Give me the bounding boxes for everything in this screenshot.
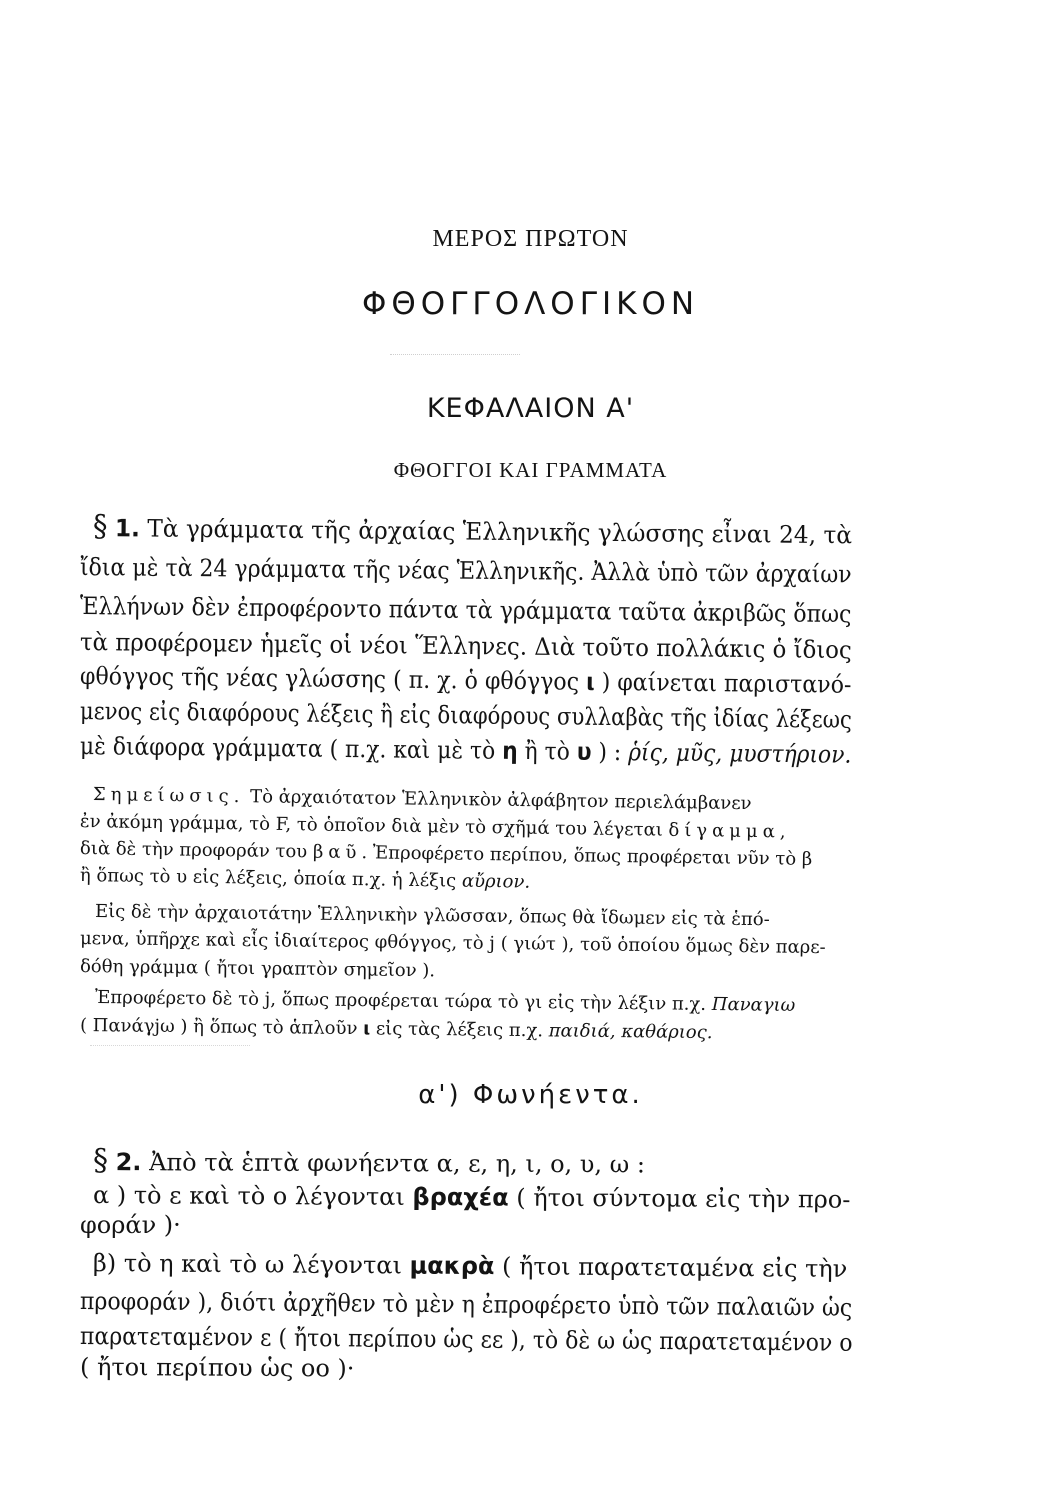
chapter-title: ΚΕΦΑΛΑΙΟΝ Α' [426, 393, 635, 424]
spaced-term: δίγαμμα, [668, 819, 791, 843]
note-line-8 [95, 987, 796, 1017]
italic-examples: ῥίς, μῦς, μυστήριον. [628, 738, 852, 769]
title-divider [390, 354, 520, 355]
note-line-7: δόθη γράμμα ( ἤτοι γραπτὸν σημεῖον ). [79, 956, 436, 982]
text-span: εἰς τὰς λέξεις π.χ. [370, 1018, 549, 1042]
text-span: μὲ διάφορα γράμματα ( π.χ. καὶ μὲ τὸ [79, 732, 503, 765]
text-span: φθόγγος τῆς νέας γλώσσης ( π. χ. ὁ φθόγγος [79, 662, 587, 696]
section-2-line-1 [92, 1143, 646, 1179]
bold-letter: υ [576, 737, 592, 766]
bold-term: μακρὰ [409, 1251, 495, 1281]
spaced-term: βαῦ [312, 841, 362, 864]
text-span: Ἐπροφέρετο δὲ τὸ j, ὅπως προφέρεται τώρα τὸ γι εἰς τὴν λέξιν π.χ. [94, 987, 712, 1015]
text-line: Τὰ γράμματα τῆς ἀρχαίας Ἑλληνικῆς γλώσσης εἶναι 24, τὰ [147, 514, 853, 550]
section-1-line-5 [80, 661, 852, 700]
note-line-6: μενα, ὑπῆρχε καὶ εἷς ἰδιαίτερος φθόγγος, τὸ j ( γιώτ ), τοῦ ὁποίου ὅμως δὲν παρε- [79, 928, 826, 959]
text-span: . Ἐπροφέρετο περίπου, ὅπως προφέρεται νῦν τὸ β [361, 842, 813, 870]
section-1-line-2: ἴδια μὲ τὰ 24 γράμματα τῆς νέας Ἑλληνικῆς. Ἀλλὰ ὑπὸ τῶν ἀρχαίων [79, 553, 852, 589]
note-label: Σημείωσις. [92, 784, 245, 808]
section-2-line-2 [93, 1180, 851, 1215]
section-2-line-7: ( ἤτοι περίπου ὡς οο )· [79, 1353, 355, 1383]
chapter-subtitle: ΦΘΟΓΓΟΙ ΚΑΙ ΓΡΑΜΜΑΤΑ [393, 458, 668, 482]
part-title: ΜΕΡΟΣ ΠΡΩΤΟΝ [432, 226, 629, 252]
italic-word: Παναγιω [711, 993, 796, 1016]
text-span: ) φαίνεται παριστανό- [594, 667, 852, 699]
note-line-4 [80, 865, 530, 894]
section-2-line-6: παρατεταμένον ε ( ἤτοι περίπου ὡς εε ), τὸ δὲ ω ὡς παρατεταμένον ο [79, 1322, 853, 1357]
text-span: Τὸ ἀρχαιότατον Ἑλληνικὸν ἀλφάβητον περιελάμβανεν [244, 786, 752, 815]
text-span: Ἀπὸ τὰ ἑπτὰ φωνήεντα α, ε, η, ι, ο, υ, ω : [149, 1148, 646, 1179]
section-1-line-3: Ἑλλήνων δὲν ἐπροφέροντο πάντα τὰ γράμματα ταῦτα ἀκριβῶς ὅπως [79, 592, 852, 629]
note-line-5: Εἰς δὲ τὴν ἀρχαιοτάτην Ἑλληνικὴν γλῶσσαν, ὅπως θὰ ἴδωμεν εἰς τὰ ἑπό- [94, 901, 770, 931]
text-span: α ) τὸ ε καὶ τὸ ο λέγονται [92, 1181, 413, 1211]
section-2-line-5: προφοράν ), διότι ἀρχῆθεν τὸ μὲν η ἐπροφέρετο ὑπὸ τῶν παλαιῶν ὡς [79, 1287, 853, 1322]
text-span: ἢ ὅπως τὸ υ εἰς λέξεις, ὁποία π.χ. ἡ λέξις [79, 865, 463, 892]
bold-letter: ι [363, 1018, 371, 1040]
section-symbol: § [92, 509, 108, 545]
italic-examples: παιδιά, καθάριος. [548, 1020, 713, 1044]
section-2-line-3: φοράν )· [80, 1211, 181, 1239]
text-span: β) τὸ η καὶ τὸ ω λέγονται [92, 1249, 410, 1280]
section-1-line-6: μενος εἰς διαφόρους λέξεις ἢ εἰς διαφόρους συλλαβὰς τῆς ἰδίας λέξεως [79, 697, 853, 734]
section-1-line-1 [92, 509, 853, 550]
main-title: ΦΘΟΓΓΟΛΟΓΙΚΟΝ [361, 286, 700, 322]
bold-letter: η [502, 736, 518, 765]
text-span: ( Πανάγjω ) ἢ ὅπως τὸ ἁπλοῦν [79, 1015, 364, 1040]
text-span: ) : [591, 737, 629, 767]
section-number: 1. [114, 514, 141, 543]
section-1-line-7 [80, 731, 852, 770]
bold-term: βραχέα [412, 1182, 509, 1212]
text-span: ( ἤτοι σύντομα εἰς τὴν προ- [508, 1183, 851, 1214]
bold-letter: ι [585, 667, 595, 696]
section-number: 2. [115, 1148, 142, 1177]
text-span: ( ἤτοι παρατεταμένα εἰς τὴν [494, 1252, 848, 1283]
text-span: ἢ τὸ [517, 736, 577, 766]
note-line-9 [80, 1015, 713, 1044]
vowels-heading: α') Φωνήεντα. [418, 1080, 643, 1110]
italic-word: αὔριον. [461, 870, 531, 893]
section-1-line-4: τὰ προφέρομεν ἡμεῖς οἱ νέοι Ἕλληνες. Διὰ τοῦτο πολλάκις ὁ ἴδιος [79, 628, 852, 665]
text-span: διὰ δὲ τὴν προφοράν του [79, 838, 314, 863]
section-2-line-4 [93, 1248, 848, 1284]
section-symbol: § [92, 1143, 109, 1179]
text-span: ἐν ἀκόμη γράμμα, τὸ F, τὸ ὁποῖον διὰ μὲν τὸ σχῆμά του λέγεται [79, 811, 669, 841]
note-divider [90, 1045, 250, 1046]
note-line-1 [93, 784, 752, 815]
